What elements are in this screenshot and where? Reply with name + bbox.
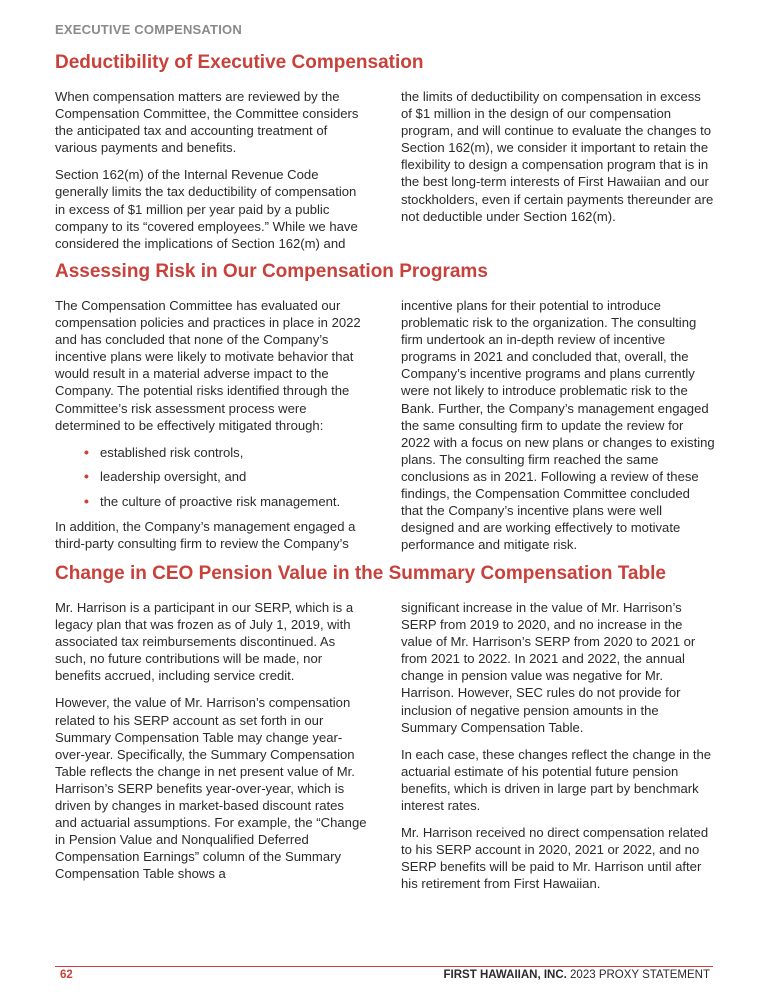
footer-title	[444, 969, 710, 981]
footer-rule	[55, 966, 713, 967]
heading-pension: Change in CEO Pension Value in the Summary Compensation Table	[55, 563, 666, 584]
heading-risk: Assessing Risk in Our Compensation Programs	[55, 261, 488, 282]
heading-deductibility: Deductibility of Executive Compensation	[55, 52, 424, 73]
paragraph: In addition, the Company’s management engaged a third-party consulting firm to review the Company’s	[55, 518, 356, 551]
paragraph: When compensation matters are reviewed by the Compensation Committee, the Committee considers the anticipated tax and accounting treatment of various payments and benefits.	[55, 89, 359, 156]
section-label: EXECUTIVE COMPENSATION	[55, 22, 242, 37]
pension-right-column	[401, 599, 715, 903]
paragraph: Mr. Harrison received no direct compensation related to his SERP account in 2020, 2021 or 2022, and no SERP benefits will be paid to Mr. Harrison until after his retirement from First Hawaiian.	[401, 825, 709, 892]
paragraph: the limits of deductibility on compensation in excess of $1 million in the design of our compensation program, and will continue to evaluate the changes to Section 162(m), we consider it important to retain the flexibility to design a compensation program that is in the best long-term interests of First Hawaiian and our stockholders, even if certain payments thereunder are not deductible under Section 162(m).	[401, 89, 714, 224]
document-title: 2023 PROXY STATEMENT	[566, 969, 710, 981]
paragraph: However, the value of Mr. Harrison’s compensation related to his SERP account as set forth in our Summary Compensation Table may change year-over-year. Specifically, the Summary Compensation Table reflects the change in net present value of Mr. Harrison’s SERP benefits year-over-year, which is driven by changes in market-based discount rates and actuarial assumptions. For example, the “Change in Pension Value and Nonqualified Deferred Compensation Earnings” column of the Summary Compensation Table shows a	[55, 695, 367, 882]
paragraph: incentive plans for their potential to introduce problematic risk to the organization. The consulting firm undertook an in-depth review of incentive programs in 2021 and concluded that, overall, the Company’s incentive programs and plans currently were not likely to introduce problematic risk to the Bank. Further, the Company’s management engaged the same consulting firm to update the review for 2022 with a focus on new plans or changes to existing plans. The consulting firm reached the same conclusions as in 2021. Following a review of these findings, the Compensation Committee concluded that the Company’s incentive plans were well designed and are working effectively to motivate performance and mitigate risk.	[401, 298, 715, 553]
paragraph: The Compensation Committee has evaluated our compensation policies and practices in place in 2022 and has concluded that none of the Company’s incentive plans were likely to motivate behavior that would result in a material adverse impact to the Company. The potential risks identified through the Committee’s risk assessment process were determined to be effectively mitigated through:	[55, 298, 361, 433]
risk-mitigation-list	[55, 444, 369, 510]
list-item: • leadership oversight, and	[84, 468, 247, 485]
paragraph: Mr. Harrison is a participant in our SERP, which is a legacy plan that was frozen as of July 1, 2019, with associated tax reimbursements discontinued. As such, no future contributions will be made, nor benefits accrued, including service credit.	[55, 600, 354, 684]
risk-left-column	[55, 297, 369, 562]
risk-right-column	[401, 297, 715, 563]
paragraph: Section 162(m) of the Internal Revenue Code generally limits the tax deductibility of compensation in excess of $1 million per year paid by a public company to its “covered employees.” While we have considered the implications of Section 162(m) and	[55, 167, 358, 251]
list-item: • established risk controls,	[84, 443, 244, 460]
bullet-icon: •	[84, 443, 89, 460]
list-item: • the culture of proactive risk management.	[84, 492, 341, 509]
company-name: FIRST HAWAIIAN, INC.	[443, 969, 567, 981]
bullet-icon: •	[84, 492, 89, 509]
pension-left-column	[55, 599, 369, 893]
bullet-icon: •	[84, 468, 89, 485]
page-number: 62	[60, 969, 73, 981]
paragraph: In each case, these changes reflect the change in the actuarial estimate of his potential future pension benefits, which is driven in large part by benchmark interest rates.	[401, 746, 712, 814]
deductibility-right-column	[401, 88, 715, 235]
deductibility-left-column	[55, 88, 369, 262]
paragraph: significant increase in the value of Mr. Harrison’s SERP from 2019 to 2020, and no increase in the value of Mr. Harrison’s SERP from 2020 to 2021 or from 2021 to 2022. In 2021 and 2022, the annual change in pension value was negative for Mr. Harrison. However, SEC rules do not provide for inclusion of negative pension amounts in the Summary Compensation Table.	[401, 600, 696, 735]
